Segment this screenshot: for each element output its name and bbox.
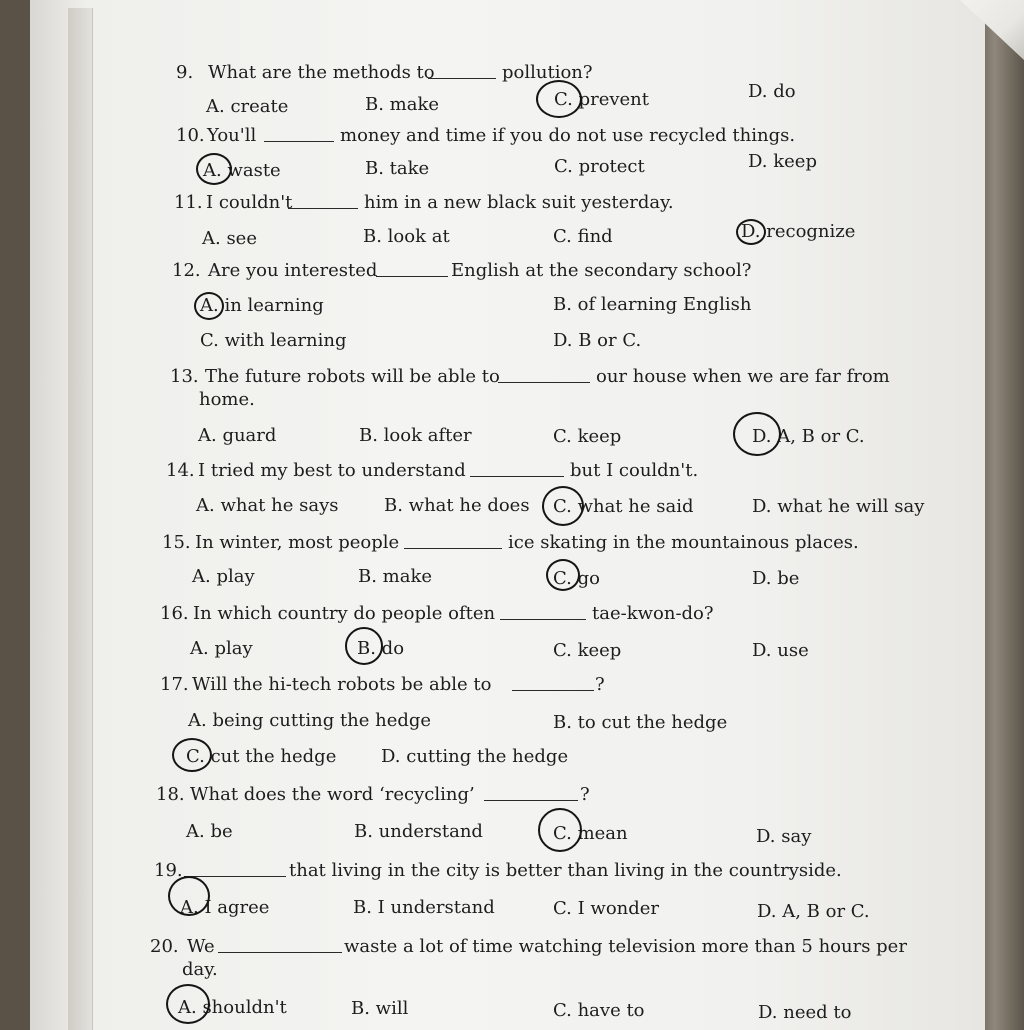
question-text-continued: ? — [580, 784, 590, 805]
question-text: What are the methods to — [208, 62, 435, 83]
answer-circle-mark — [542, 486, 584, 526]
option-c[interactable]: C. find — [553, 226, 613, 247]
question-text: What does the word ‘recycling’ — [190, 784, 475, 805]
option-b[interactable]: B. make — [365, 94, 440, 115]
question-text: We — [187, 936, 215, 957]
option-a[interactable]: A. shouldn't — [178, 997, 287, 1018]
question-number: 17. — [160, 674, 189, 695]
option-d[interactable]: D. use — [752, 640, 809, 661]
question-number: 11. — [174, 192, 203, 213]
option-c[interactable]: C. with learning — [200, 330, 347, 351]
answer-circle-mark — [733, 412, 781, 456]
question-text-continued: him in a new black suit yesterday. — [364, 192, 674, 213]
option-b[interactable]: B. I understand — [353, 897, 495, 918]
option-b[interactable]: B. what he does — [384, 495, 530, 516]
question-text-continued: waste a lot of time watching television more than 5 hours per — [344, 936, 907, 957]
question-text: I couldn't — [206, 192, 293, 213]
question-text: The future robots will be able to — [205, 366, 500, 387]
option-d[interactable]: D. do — [748, 81, 796, 102]
question-number: 15. — [162, 532, 191, 553]
question-text-continued: tae-kwon-do? — [592, 603, 714, 624]
option-c[interactable]: C. prevent — [554, 89, 650, 110]
answer-blank — [484, 784, 578, 801]
question-10 — [0, 125, 980, 151]
question-number: 18. — [156, 784, 185, 805]
option-c[interactable]: C. protect — [554, 156, 645, 177]
question-number: 10. — [176, 125, 205, 146]
option-d[interactable]: D. B or C. — [553, 330, 642, 351]
question-text-continued: that living in the city is better than living in the countryside. — [289, 860, 842, 881]
option-c[interactable]: C. go — [553, 568, 600, 589]
answer-blank — [428, 62, 496, 79]
option-a[interactable]: A. see — [202, 228, 257, 249]
answer-blank — [218, 936, 342, 953]
question-text: Are you interested — [208, 260, 378, 281]
option-d[interactable]: D. need to — [758, 1002, 852, 1023]
option-d[interactable]: D. A, B or C. — [757, 901, 870, 922]
option-a[interactable]: A. be — [186, 821, 233, 842]
option-b[interactable]: B. of learning English — [553, 294, 752, 315]
answer-blank — [376, 260, 448, 277]
question-text-wrap: day. — [182, 959, 218, 980]
question-text-wrap: home. — [199, 389, 255, 410]
option-b[interactable]: B. to cut the hedge — [553, 712, 728, 733]
question-20 — [0, 936, 980, 962]
answer-blank — [404, 532, 502, 549]
option-c[interactable]: C. I wonder — [553, 898, 660, 919]
answer-circle-mark — [194, 292, 224, 320]
question-number: 20. — [150, 936, 179, 957]
option-d[interactable]: D. say — [756, 826, 812, 847]
question-text: Will the hi-tech robots be able to — [192, 674, 492, 695]
option-b[interactable]: B. do — [357, 638, 405, 659]
option-a[interactable]: A. waste — [203, 160, 281, 181]
question-number: 14. — [166, 460, 195, 481]
question-text: In which country do people often — [193, 603, 496, 624]
option-b[interactable]: B. make — [358, 566, 433, 587]
option-a[interactable]: A. being cutting the hedge — [188, 710, 432, 731]
answer-circle-mark — [345, 627, 383, 665]
question-text: I tried my best to understand — [198, 460, 466, 481]
option-c[interactable]: C. keep — [553, 640, 622, 661]
question-number: 13. — [170, 366, 199, 387]
option-d[interactable]: D. be — [752, 568, 800, 589]
question-17 — [0, 674, 980, 700]
answer-blank — [470, 460, 564, 477]
question-number: 19. — [154, 860, 183, 881]
question-number: 9. — [176, 62, 194, 83]
question-14 — [0, 460, 980, 486]
option-c[interactable]: C. keep — [553, 426, 622, 447]
question-text-continued: ice skating in the mountainous places. — [508, 532, 859, 553]
option-a[interactable]: A. guard — [198, 425, 277, 446]
option-a[interactable]: A. create — [206, 96, 289, 117]
option-c[interactable]: C. cut the hedge — [186, 746, 337, 767]
answer-circle-mark — [536, 80, 582, 118]
question-13 — [0, 366, 980, 392]
option-c[interactable]: C. have to — [553, 1000, 645, 1021]
option-a[interactable]: A. what he says — [196, 495, 339, 516]
question-19 — [0, 860, 980, 886]
question-text: In winter, most people — [195, 532, 400, 553]
option-d[interactable]: D. A, B or C. — [752, 426, 865, 447]
question-text: You'll — [207, 125, 257, 146]
question-number: 12. — [172, 260, 201, 281]
option-d[interactable]: D. recognize — [741, 221, 856, 242]
answer-circle-mark — [172, 738, 212, 772]
option-a[interactable]: A. I agree — [180, 897, 270, 918]
option-b[interactable]: B. look after — [359, 425, 472, 446]
answer-circle-mark — [538, 808, 582, 852]
option-c[interactable]: C. mean — [553, 823, 628, 844]
question-16 — [0, 603, 980, 629]
option-a[interactable]: A. in learning — [200, 295, 324, 316]
question-number: 16. — [160, 603, 189, 624]
question-text-continued: our house when we are far from — [596, 366, 890, 387]
answer-circle-mark — [166, 984, 210, 1024]
answer-blank — [498, 366, 590, 383]
option-a[interactable]: A. play — [190, 638, 253, 659]
answer-circle-mark — [546, 559, 580, 591]
question-18 — [0, 784, 980, 810]
question-text-continued: pollution? — [502, 62, 593, 83]
answer-blank — [264, 125, 334, 142]
question-text-continued: but I couldn't. — [570, 460, 699, 481]
answer-blank — [500, 603, 586, 620]
option-d[interactable]: D. cutting the hedge — [381, 746, 569, 767]
answer-circle-mark — [196, 153, 232, 185]
answer-circle-mark — [736, 219, 766, 245]
option-b[interactable]: B. look at — [363, 226, 450, 247]
question-text-continued: ? — [595, 674, 605, 695]
option-b[interactable]: B. will — [351, 998, 409, 1019]
question-text-continued: money and time if you do not use recycled things. — [340, 125, 796, 146]
answer-blank — [288, 192, 358, 209]
answer-blank — [512, 674, 594, 691]
option-d[interactable]: D. keep — [748, 151, 817, 172]
option-c[interactable]: C. what he said — [553, 496, 694, 517]
question-9 — [0, 62, 980, 88]
option-d[interactable]: D. what he will say — [752, 496, 925, 517]
option-b[interactable]: B. understand — [354, 821, 483, 842]
question-text-continued: English at the secondary school? — [451, 260, 752, 281]
option-b[interactable]: B. take — [365, 158, 430, 179]
question-11 — [0, 192, 980, 218]
question-15 — [0, 532, 980, 558]
answer-blank — [184, 860, 286, 877]
question-12 — [0, 260, 980, 286]
answer-circle-mark — [168, 876, 210, 916]
option-a[interactable]: A. play — [192, 566, 255, 587]
